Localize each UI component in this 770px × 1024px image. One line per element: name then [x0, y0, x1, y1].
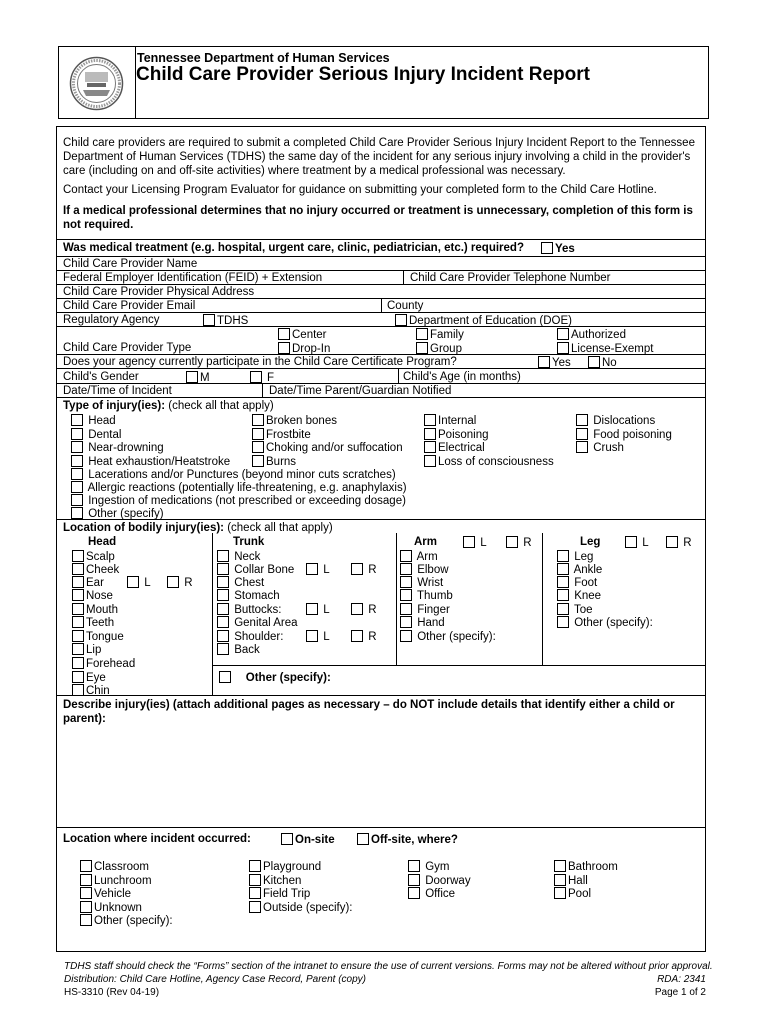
checkbox-box[interactable] [400, 576, 412, 588]
head-column-title: Head [88, 536, 117, 548]
arm-wrist-checkbox[interactable]: Wrist [400, 576, 443, 590]
checkbox-box[interactable] [557, 550, 569, 562]
loc-field-trip-checkbox[interactable]: Field Trip [249, 887, 310, 901]
checkbox-box[interactable] [463, 536, 475, 548]
checkbox-box[interactable] [557, 576, 569, 588]
checkbox-box[interactable] [351, 630, 363, 642]
checkbox-box[interactable] [72, 630, 84, 642]
buttocks-right-checkbox[interactable]: R [351, 603, 377, 617]
checkbox-box[interactable] [219, 671, 231, 683]
loc-lunchroom-checkbox[interactable]: Lunchroom [80, 874, 152, 888]
drop-in-checkbox[interactable]: Drop-In [278, 342, 330, 356]
trunk-collar-bone-checkbox[interactable]: Collar Bone [217, 563, 294, 577]
describe-line-2: parent): [63, 713, 106, 725]
feid-label: Federal Employer Identification (FEID) + Extension [63, 272, 323, 284]
certificate-no-checkbox[interactable]: No [588, 356, 617, 370]
intro-note-line-2: not required. [63, 219, 134, 231]
page-number: Page 1 of 2 [654, 987, 706, 998]
checkbox-box[interactable] [357, 833, 369, 845]
injury-dental-checkbox[interactable]: Dental [71, 428, 121, 442]
form-number: HS-3310 (Rev 04-19) [64, 987, 160, 998]
checkbox-box[interactable] [395, 314, 407, 326]
ear-left-checkbox[interactable]: L [127, 576, 151, 590]
provider-name-label: Child Care Provider Name [63, 258, 198, 270]
checkbox-box[interactable] [408, 860, 420, 872]
checkbox-box[interactable] [71, 455, 83, 467]
checkbox-box[interactable] [72, 616, 84, 628]
cell-divider [262, 383, 263, 397]
leg-left-checkbox[interactable]: L [625, 536, 649, 550]
injury-frostbite-checkbox[interactable]: Frostbite [252, 428, 311, 442]
tennessee-seal-icon [69, 56, 124, 111]
trunk-shoulder-checkbox[interactable]: Shoulder: [217, 630, 283, 644]
footer-rda: RDA: 2341 [657, 974, 706, 985]
loc-classroom-checkbox[interactable]: Classroom [80, 860, 149, 874]
checkbox-box[interactable] [557, 603, 569, 615]
checkbox-box[interactable] [71, 507, 83, 519]
head-teeth-checkbox[interactable]: Teeth [72, 616, 114, 630]
gender-label: Child's Gender [63, 371, 139, 383]
checkbox-box[interactable] [71, 481, 83, 493]
intro-note-line-1: If a medical professional determines that no injury occurred or treatment is unnecessary, completion of this form is [63, 205, 693, 217]
head-forehead-checkbox[interactable]: Forehead [72, 657, 135, 671]
checkbox-box[interactable] [400, 589, 412, 601]
injury-crush-checkbox[interactable]: Crush [576, 441, 624, 455]
off-site-checkbox[interactable]: Off-site, where? [357, 833, 458, 847]
checkbox-box[interactable] [217, 603, 229, 615]
injury-dislocations-checkbox[interactable]: Dislocations [576, 414, 655, 428]
trunk-chest-checkbox[interactable]: Chest [217, 576, 264, 590]
leg-column-title: Leg [580, 536, 601, 548]
checkbox-box[interactable] [249, 901, 261, 913]
certificate-yes-checkbox[interactable]: Yes [538, 356, 571, 370]
family-checkbox[interactable]: Family [416, 328, 464, 342]
arm-elbow-checkbox[interactable]: Elbow [400, 563, 449, 577]
leg-leg-checkbox[interactable]: Leg [557, 550, 593, 564]
injury-internal-checkbox[interactable]: Internal [424, 414, 476, 428]
checkbox-box[interactable] [306, 630, 318, 642]
telephone-label: Child Care Provider Telephone Number [410, 272, 611, 284]
checkbox-box[interactable] [217, 550, 229, 562]
shoulder-right-checkbox[interactable]: R [351, 630, 377, 644]
checkbox-box[interactable] [400, 616, 412, 628]
body-location-heading: Location of bodily injury(ies): (check all that apply) [63, 522, 333, 534]
center-checkbox[interactable]: Center [278, 328, 327, 342]
head-nose-checkbox[interactable]: Nose [72, 589, 113, 603]
loc-hall-checkbox[interactable]: Hall [554, 874, 588, 888]
checkbox-box[interactable] [424, 428, 436, 440]
doe-checkbox[interactable]: Department of Education (DOE) [395, 314, 572, 328]
injury-allergic-checkbox[interactable]: Allergic reactions (potentially life-threatening, e.g. anaphylaxis) [71, 481, 407, 495]
leg-knee-checkbox[interactable]: Knee [557, 589, 601, 603]
arm-hand-checkbox[interactable]: Hand [400, 616, 445, 630]
trunk-genital-checkbox[interactable]: Genital Area [217, 616, 298, 630]
trunk-column-title: Trunk [233, 536, 265, 548]
row-line [212, 665, 706, 666]
head-scalp-checkbox[interactable]: Scalp [72, 550, 115, 564]
page-title: Child Care Provider Serious Injury Incident Report [136, 64, 590, 85]
injury-head-checkbox[interactable]: Head [71, 414, 116, 428]
head-cheek-checkbox[interactable]: Cheek [72, 563, 119, 577]
injury-other-checkbox[interactable]: Other (specify) [71, 507, 164, 521]
checkbox-box[interactable] [557, 616, 569, 628]
loc-bathroom-checkbox[interactable]: Bathroom [554, 860, 618, 874]
leg-toe-checkbox[interactable]: Toe [557, 603, 593, 617]
checkbox-box[interactable] [80, 914, 92, 926]
leg-right-checkbox[interactable]: R [666, 536, 692, 550]
checkbox-box[interactable] [186, 371, 198, 383]
trunk-stomach-checkbox[interactable]: Stomach [217, 589, 280, 603]
checkbox-box[interactable] [72, 684, 84, 696]
checkbox-box[interactable] [217, 589, 229, 601]
tdhs-checkbox[interactable]: TDHS [203, 314, 248, 328]
head-eye-checkbox[interactable]: Eye [72, 671, 106, 685]
head-chin-checkbox[interactable]: Chin [72, 684, 110, 698]
checkbox-box[interactable] [72, 589, 84, 601]
checkbox-box[interactable] [252, 441, 264, 453]
county-label: County [387, 300, 424, 312]
checkbox-box[interactable] [217, 616, 229, 628]
injury-near-drowning-checkbox[interactable]: Near-drowning [71, 441, 164, 455]
loc-outside-checkbox[interactable]: Outside (specify): [249, 901, 352, 915]
checkbox-box[interactable] [506, 536, 518, 548]
checkbox-box[interactable] [400, 603, 412, 615]
group-checkbox[interactable]: Group [416, 342, 462, 356]
gender-male-checkbox[interactable]: M [186, 371, 210, 385]
injury-type-heading: Type of injury(ies): (check all that apply) [63, 400, 274, 412]
head-lip-checkbox[interactable]: Lip [72, 643, 101, 657]
checkbox-box[interactable] [249, 887, 261, 899]
checkbox-box[interactable] [351, 603, 363, 615]
email-label: Child Care Provider Email [63, 300, 196, 312]
medical-yes-checkbox[interactable]: Yes [541, 242, 575, 256]
loc-playground-checkbox[interactable]: Playground [249, 860, 321, 874]
column-divider [396, 533, 397, 665]
loc-doorway-checkbox[interactable]: Doorway [408, 874, 471, 888]
loc-gym-checkbox[interactable]: Gym [408, 860, 449, 874]
provider-type-label: Child Care Provider Type [63, 342, 192, 354]
address-label: Child Care Provider Physical Address [63, 286, 255, 298]
injury-heat-checkbox[interactable]: Heat exhaustion/Heatstroke [71, 455, 230, 469]
checkbox-box[interactable] [252, 428, 264, 440]
checkbox-box[interactable] [217, 563, 229, 575]
trunk-neck-checkbox[interactable]: Neck [217, 550, 260, 564]
checkbox-box[interactable] [80, 860, 92, 872]
age-label: Child's Age (in months) [403, 371, 521, 383]
buttocks-left-checkbox[interactable]: L [306, 603, 330, 617]
row-line [57, 695, 706, 696]
injury-lacerations-checkbox[interactable]: Lacerations and/or Punctures (beyond minor cuts scratches) [71, 468, 396, 482]
row-line [57, 827, 706, 828]
describe-line-1: Describe injury(ies) (attach additional pages as necessary – do NOT include details that identify either a child or [63, 699, 675, 711]
checkbox-box[interactable] [557, 342, 569, 354]
arm-finger-checkbox[interactable]: Finger [400, 603, 450, 617]
checkbox-box[interactable] [72, 657, 84, 669]
injury-electrical-checkbox[interactable]: Electrical [424, 441, 485, 455]
loc-vehicle-checkbox[interactable]: Vehicle [80, 887, 131, 901]
column-divider [212, 533, 213, 695]
checkbox-box[interactable] [554, 887, 566, 899]
trunk-buttocks-checkbox[interactable]: Buttocks: [217, 603, 282, 617]
checkbox-box[interactable] [167, 576, 179, 588]
checkbox-box[interactable] [217, 630, 229, 642]
checkbox-box[interactable] [416, 342, 428, 354]
arm-column-title: Arm [414, 536, 438, 548]
checkbox-box[interactable] [80, 887, 92, 899]
checkbox-box[interactable] [576, 428, 588, 440]
head-tongue-checkbox[interactable]: Tongue [72, 630, 124, 644]
checkbox-box[interactable] [306, 563, 318, 575]
loc-kitchen-checkbox[interactable]: Kitchen [249, 874, 301, 888]
incident-time-label: Date/Time of Incident [63, 385, 172, 397]
loc-office-checkbox[interactable]: Office [408, 887, 455, 901]
head-ear-checkbox[interactable]: Ear [72, 576, 104, 590]
checkbox-box[interactable] [72, 643, 84, 655]
injury-broken-bones-checkbox[interactable]: Broken bones [252, 414, 337, 428]
checkbox-box[interactable] [557, 328, 569, 340]
loc-unknown-checkbox[interactable]: Unknown [80, 901, 142, 915]
collar-left-checkbox[interactable]: L [306, 563, 330, 577]
checkbox-box[interactable] [71, 441, 83, 453]
checkbox-box[interactable] [80, 901, 92, 913]
checkbox-box[interactable] [408, 887, 420, 899]
injury-food-poisoning-checkbox[interactable]: Food poisoning [576, 428, 672, 442]
guardian-time-label: Date/Time Parent/Guardian Notified [269, 385, 452, 397]
checkbox-box[interactable] [250, 371, 262, 383]
checkbox-box[interactable] [666, 536, 678, 548]
injury-choking-checkbox[interactable]: Choking and/or suffocation [252, 441, 403, 455]
footer-note: TDHS staff should check the “Forms” section of the intranet to ensure the use of current versions. Forms may not be altered without prior approval. [64, 961, 713, 972]
intro-line-3: care (including on and off-site activities) where treatment by a medical professional was necessary. [63, 165, 566, 177]
checkbox-box[interactable] [400, 630, 412, 642]
checkbox-box[interactable] [203, 314, 215, 326]
column-divider [542, 533, 543, 665]
head-mouth-checkbox[interactable]: Mouth [72, 603, 118, 617]
arm-thumb-checkbox[interactable]: Thumb [400, 589, 453, 603]
row-line [57, 256, 706, 257]
intro-line-2: Department of Human Services (TDHS) the same day of the incident for any serious injury involving a child in the provider's [63, 151, 691, 163]
checkbox-box[interactable] [281, 833, 293, 845]
intro-line-1: Child care providers are required to submit a completed Child Care Provider Serious Injury Incident Report to the Tennessee [63, 137, 695, 149]
checkbox-box[interactable] [588, 356, 600, 368]
footer-distribution: Distribution: Child Care Hotline, Agency Case Record, Parent (copy) [64, 974, 366, 985]
authorized-checkbox[interactable]: Authorized [557, 328, 626, 342]
checkbox-box[interactable] [576, 414, 588, 426]
leg-foot-checkbox[interactable]: Foot [557, 576, 597, 590]
loc-pool-checkbox[interactable]: Pool [554, 887, 591, 901]
checkbox-box[interactable] [127, 576, 139, 588]
checkbox-box[interactable] [80, 874, 92, 886]
checkbox-box[interactable] [541, 242, 553, 254]
checkbox-box[interactable] [278, 342, 290, 354]
ear-right-checkbox[interactable]: R [167, 576, 193, 590]
checkbox-box[interactable] [554, 874, 566, 886]
checkbox-box[interactable] [424, 414, 436, 426]
loc-other-checkbox[interactable]: Other (specify): [80, 914, 173, 928]
checkbox-box[interactable] [576, 441, 588, 453]
checkbox-box[interactable] [557, 589, 569, 601]
cell-divider [403, 270, 404, 284]
checkbox-box[interactable] [72, 576, 84, 588]
regulatory-agency-label: Regulatory Agency [63, 314, 160, 326]
arm-arm-checkbox[interactable]: Arm [400, 550, 438, 564]
body-other-checkbox[interactable]: Other (specify): [219, 671, 331, 685]
checkbox-box[interactable] [72, 550, 84, 562]
on-site-checkbox[interactable]: On-site [281, 833, 335, 847]
row-line [57, 383, 706, 384]
leg-other-checkbox[interactable]: Other (specify): [557, 616, 653, 630]
checkbox-box[interactable] [72, 563, 84, 575]
checkbox-box[interactable] [72, 603, 84, 615]
checkbox-box[interactable] [400, 550, 412, 562]
checkbox-box[interactable] [71, 414, 83, 426]
checkbox-box[interactable] [217, 643, 229, 655]
checkbox-box[interactable] [71, 494, 83, 506]
injury-burns-checkbox[interactable]: Burns [252, 455, 296, 469]
injury-ingestion-checkbox[interactable]: Ingestion of medications (not prescribed or exceeding dosage) [71, 494, 406, 508]
department-name: Tennessee Department of Human Services [137, 51, 390, 65]
checkbox-box[interactable] [400, 563, 412, 575]
checkbox-box[interactable] [416, 328, 428, 340]
collar-right-checkbox[interactable]: R [351, 563, 377, 577]
cell-divider [381, 298, 382, 312]
checkbox-box[interactable] [557, 563, 569, 575]
checkbox-box[interactable] [424, 455, 436, 467]
license-exempt-checkbox[interactable]: License-Exempt [557, 342, 653, 356]
arm-right-checkbox[interactable]: R [506, 536, 532, 550]
checkbox-box[interactable] [424, 441, 436, 453]
trunk-back-checkbox[interactable]: Back [217, 643, 260, 657]
checkbox-box[interactable] [249, 874, 261, 886]
incident-location-heading: Location where incident occurred: [63, 833, 251, 845]
certificate-question: Does your agency currently participate in the Child Care Certificate Program? [63, 356, 457, 368]
leg-ankle-checkbox[interactable]: Ankle [557, 563, 602, 577]
checkbox-box[interactable] [408, 874, 420, 886]
checkbox-box[interactable] [252, 455, 264, 467]
checkbox-box[interactable] [278, 328, 290, 340]
checkbox-box[interactable] [72, 671, 84, 683]
row-line [57, 239, 706, 240]
injury-poisoning-checkbox[interactable]: Poisoning [424, 428, 489, 442]
describe-text-area[interactable] [60, 728, 700, 824]
checkbox-box[interactable] [217, 576, 229, 588]
checkbox-box[interactable] [306, 603, 318, 615]
cell-divider [398, 368, 399, 383]
arm-other-checkbox[interactable]: Other (specify): [400, 630, 496, 644]
shoulder-left-checkbox[interactable]: L [306, 630, 330, 644]
arm-left-checkbox[interactable]: L [463, 536, 487, 550]
checkbox-box[interactable] [351, 563, 363, 575]
gender-female-checkbox[interactable]: F [250, 371, 274, 385]
checkbox-box[interactable] [625, 536, 637, 548]
intro-contact: Contact your Licensing Program Evaluator for guidance on submitting your completed form to the Child Care Hotline. [63, 184, 657, 196]
medical-question: Was medical treatment (e.g. hospital, urgent care, clinic, pediatrician, etc.) required? [63, 242, 524, 254]
checkbox-box[interactable] [249, 860, 261, 872]
checkbox-box[interactable] [71, 468, 83, 480]
checkbox-box[interactable] [252, 414, 264, 426]
checkbox-box[interactable] [538, 356, 550, 368]
checkbox-box[interactable] [554, 860, 566, 872]
injury-loss-of-consciousness-checkbox[interactable]: Loss of consciousness [424, 455, 554, 469]
checkbox-box[interactable] [71, 428, 83, 440]
